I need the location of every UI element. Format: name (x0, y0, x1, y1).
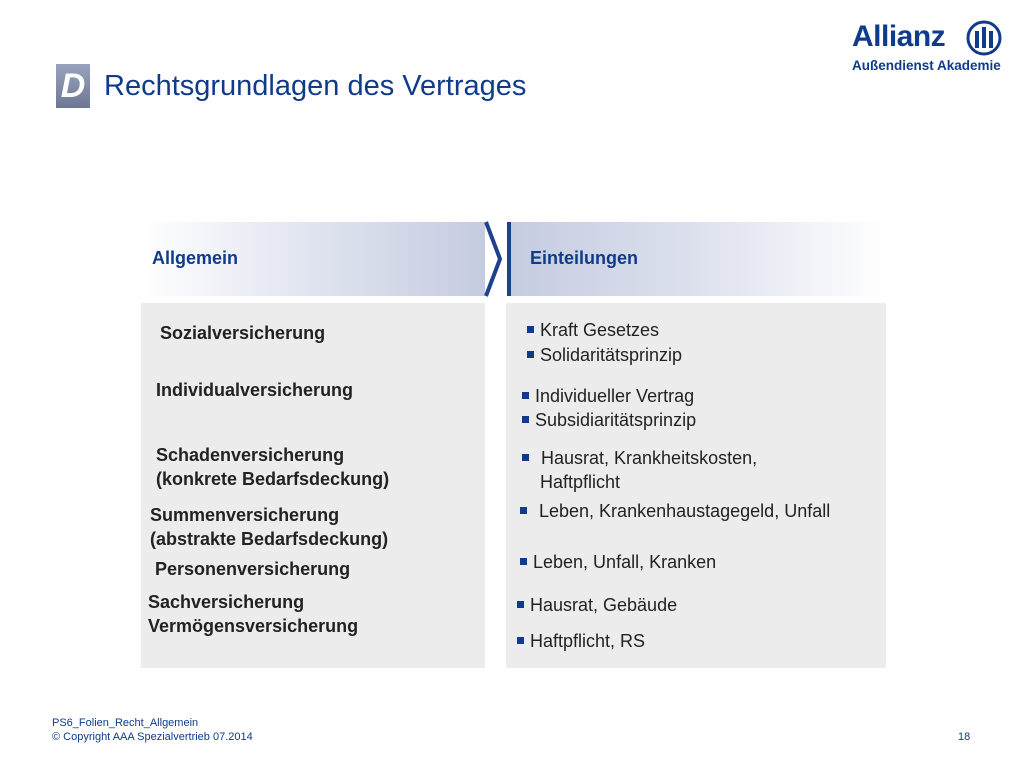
bullet-icon (527, 326, 534, 333)
list-item: Individueller Vertrag (522, 384, 694, 408)
footer-filename: PS6_Folien_Recht_Allgemein (52, 717, 199, 729)
list-item: Hausrat, Krankheitskosten, (522, 446, 757, 470)
allianz-logo (852, 18, 1002, 78)
item-individualversicherung: Individualversicherung (156, 380, 354, 400)
item-summenversicherung: Summenversicherung (150, 505, 340, 525)
list-item: Leben, Unfall, Kranken (520, 550, 716, 574)
bullet-icon (527, 351, 534, 358)
list-item: Hausrat, Gebäude (517, 593, 677, 617)
bullet-icon (522, 454, 529, 461)
footer-copyright: © Copyright AAA Spezialvertrieb 07.2014 (52, 731, 253, 743)
item-personenversicherung: Personenversicherung (155, 559, 351, 579)
page-number: 18 (958, 731, 971, 743)
bullet-icon (522, 392, 529, 399)
list-item-continuation: Haftpflicht (540, 472, 621, 492)
list-item: Subsidiaritätsprinzip (522, 408, 696, 432)
list-item: Solidaritätsprinzip (527, 343, 682, 367)
item-sozialversicherung: Sozialversicherung (160, 323, 326, 343)
item-schadenversicherung: Schadenversicherung (156, 445, 345, 465)
logo-subtitle: Außendienst Akademie (852, 58, 1001, 73)
section-d-icon: D (56, 64, 90, 108)
bullet-icon (520, 558, 527, 565)
item-sachversicherung: Sachversicherung (148, 592, 305, 612)
item-vermoegensversicherung: Vermögensversicherung (148, 616, 359, 636)
bullet-icon (522, 416, 529, 423)
list-item: Haftpflicht, RS (517, 629, 645, 653)
list-item: Kraft Gesetzes (527, 318, 659, 342)
slide-title: Rechtsgrundlagen des Vertrages (104, 70, 527, 102)
logo-brand-text: Allianz (852, 20, 946, 53)
item-schadenversicherung-note: (konkrete Bedarfsdeckung) (156, 469, 390, 489)
bullet-icon (517, 601, 524, 608)
chevron-divider-icon (480, 220, 516, 298)
bullet-icon (517, 637, 524, 644)
item-summenversicherung-note: (abstrakte Bedarfsdeckung) (150, 529, 389, 549)
header-einteilungen: Einteilungen (530, 248, 638, 268)
allianz-eagle-icon (966, 20, 1002, 56)
list-item: Leben, Krankenhaustagegeld, Unfall (520, 499, 830, 523)
header-allgemein: Allgemein (152, 248, 239, 268)
bullet-icon (520, 507, 527, 514)
